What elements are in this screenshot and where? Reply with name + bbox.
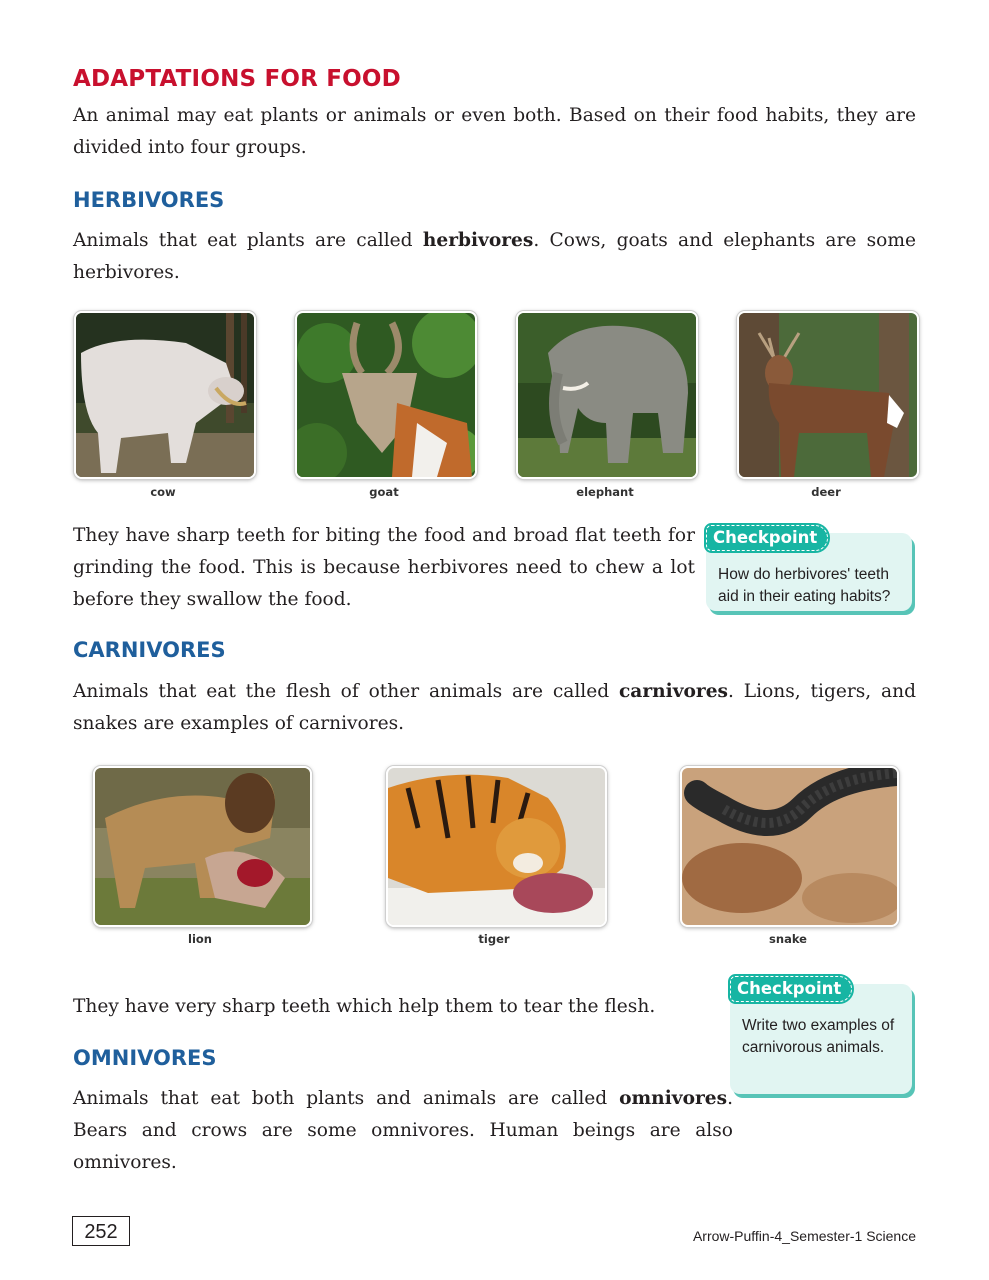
tiger-photo (386, 766, 607, 927)
caption-goat: goat (369, 485, 399, 499)
herbivores-teeth-paragraph: They have sharp teeth for biting the food and broad flat teeth for grinding the food. This is because herbivores need to chew a lot before they swallow the food. (73, 525, 695, 610)
lion-photo (93, 766, 312, 927)
herbivores-term: herbivores (422, 230, 534, 251)
carnivores-teeth-paragraph: They have very sharp teeth which help them to tear the flesh. (73, 996, 656, 1017)
carnivores-term: carnivores (618, 681, 729, 702)
caption-elephant: elephant (576, 485, 634, 499)
caption-lion: lion (188, 932, 212, 946)
deer-photo (737, 311, 919, 479)
carnivores-heading: CARNIVORES (73, 638, 226, 662)
cow-photo (74, 311, 256, 479)
caption-deer: deer (811, 485, 841, 499)
checkpoint-herbivores-question: How do herbivores' teeth aid in their eating habits? (718, 566, 891, 605)
omnivores-heading: OMNIVORES (73, 1046, 217, 1070)
herbivores-heading: HERBIVORES (73, 188, 225, 212)
checkpoint-herbivores-tag: Checkpoint (706, 525, 828, 551)
caption-snake: snake (769, 932, 807, 946)
herbivores-paragraph: Animals that eat plants are called herbivores. Cows, goats and elephants are some herbivores. (73, 230, 916, 283)
omnivores-term: omnivores (619, 1088, 728, 1109)
page-number: 252 (72, 1216, 130, 1246)
carnivores-paragraph: Animals that eat the flesh of other animals are called carnivores. Lions, tigers, and snakes are examples of carnivores. (73, 681, 916, 734)
caption-tiger: tiger (478, 932, 510, 946)
section-title: ADAPTATIONS FOR FOOD (73, 66, 401, 92)
checkpoint-carnivores-tag: Checkpoint (730, 976, 852, 1002)
intro-paragraph: An animal may eat plants or animals or even both. Based on their food habits, they are divided into four groups. (73, 105, 916, 158)
goat-photo (295, 311, 477, 479)
caption-cow: cow (150, 485, 176, 499)
omnivores-paragraph: Animals that eat both plants and animals are called omnivores. Bears and crows are some omnivores. Human beings are also omnivores. (73, 1088, 733, 1173)
elephant-photo (516, 311, 698, 479)
book-title: Arrow-Puffin-4_Semester-1 Science (692, 1228, 916, 1244)
snake-photo (680, 766, 899, 927)
checkpoint-carnivores-question: Write two examples of carnivorous animals. (742, 1017, 895, 1056)
